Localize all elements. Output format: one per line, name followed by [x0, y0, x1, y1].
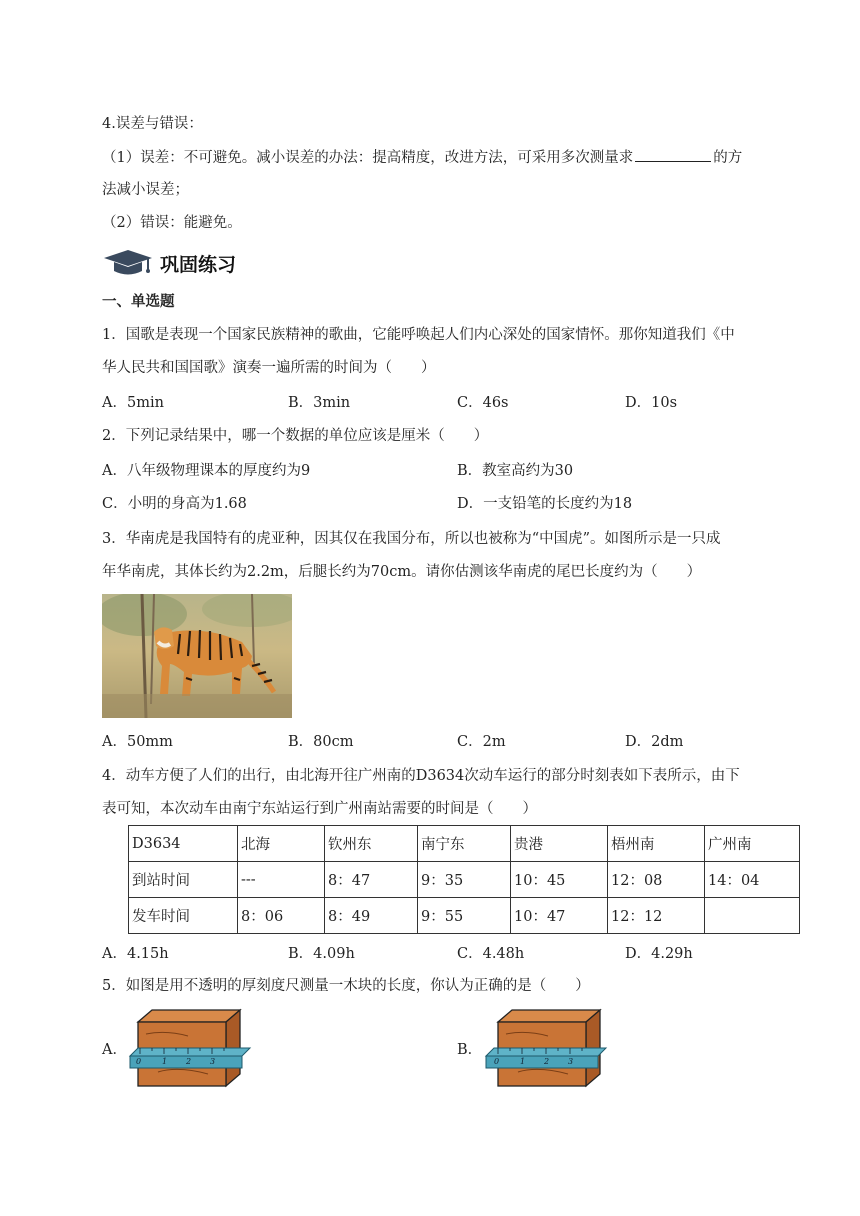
q1-option-d[interactable]: D．10s: [625, 395, 678, 411]
section-title: 巩固练习: [160, 253, 237, 276]
item4-title: 4.误差与错误：: [102, 116, 203, 132]
item4-1-tail: 的方: [713, 150, 743, 166]
q5-option-b-label[interactable]: B．: [457, 1042, 483, 1058]
q4-option-a[interactable]: A．4.15h: [102, 946, 169, 962]
ruler-figure-b[interactable]: [484, 1006, 608, 1090]
table-cell: 14：04: [705, 862, 800, 898]
table-cell: [705, 898, 800, 934]
q2-option-a[interactable]: A．八年级物理课本的厚度约为9: [102, 463, 311, 479]
graduation-cap-icon: [102, 248, 154, 278]
table-cell: 发车时间: [129, 898, 238, 934]
ruler-tick-label: 0: [136, 1057, 142, 1066]
q2-option-c[interactable]: C．小明的身高为1.68: [102, 496, 247, 512]
ruler-tick-label: 2: [186, 1057, 192, 1066]
section-header: [102, 246, 236, 280]
fill-blank[interactable]: [635, 147, 711, 162]
q3-line2: 年华南虎，其体长约为2.2m，后腿长约为70cm。请你估测该华南虎的尾巴长度约为（ ）: [102, 564, 702, 580]
table-cell: 北海: [238, 826, 325, 862]
subsection-title: 一、单选题: [102, 294, 175, 310]
tiger-photo: [102, 594, 292, 718]
q1-option-a[interactable]: A．5min: [102, 395, 164, 411]
q2-option-d[interactable]: D．一支铅笔的长度约为18: [457, 496, 633, 512]
table-cell: 9：55: [418, 898, 511, 934]
q3-option-d[interactable]: D．2dm: [625, 734, 684, 750]
q3-option-c[interactable]: C．2m: [457, 734, 506, 750]
item4-1-text: （1）误差：不可避免。减小误差的办法：提高精度，改进方法，可采用多次测量求: [102, 150, 634, 166]
q4-option-d[interactable]: D．4.29h: [625, 946, 693, 962]
table-row: [129, 898, 800, 934]
q1-line2: 华人民共和国国歌》演奏一遍所需的时间为（ ）: [102, 360, 436, 376]
ruler-tick-label: 3: [568, 1057, 574, 1066]
ruler-tick-label: 1: [520, 1057, 526, 1066]
table-cell: 9：35: [418, 862, 511, 898]
table-cell: 钦州东: [325, 826, 418, 862]
q3-option-b[interactable]: B．80cm: [288, 734, 354, 750]
q1-option-b[interactable]: B．3min: [288, 395, 351, 411]
ruler-tick-label: 2: [544, 1057, 550, 1066]
q1-line1: 1．国歌是表现一个国家民族精神的歌曲，它能呼唤起人们内心深处的国家情怀。那你知道我们《中: [102, 327, 735, 343]
timetable: [128, 825, 800, 934]
table-cell: 广州南: [705, 826, 800, 862]
table-cell: 8：49: [325, 898, 418, 934]
q5-line1: 5．如图是用不透明的厚刻度尺测量一木块的长度，你认为正确的是（ ）: [102, 978, 590, 994]
table-cell: 12：08: [608, 862, 705, 898]
table-cell: 贵港: [511, 826, 608, 862]
q3-option-a[interactable]: A．50mm: [102, 734, 173, 750]
q3-line1: 3．华南虎是我国特有的虎亚种，因其仅在我国分布，所以也被称为“中国虎”。如图所示是一只成: [102, 531, 721, 547]
table-cell: ---: [238, 862, 325, 898]
table-header-row: [129, 826, 800, 862]
table-cell: D3634: [129, 826, 238, 862]
table-cell: 10：47: [511, 898, 608, 934]
item4-1-line: [102, 147, 742, 168]
ruler-tick-label: 1: [162, 1057, 168, 1066]
q4-line2: 表可知，本次动车由南宁东站运行到广州南站需要的时间是（ ）: [102, 801, 537, 817]
table-cell: 8：47: [325, 862, 418, 898]
ruler-tick-label: 0: [494, 1057, 500, 1066]
table-cell: 10：45: [511, 862, 608, 898]
ruler-tick-label: 3: [210, 1057, 216, 1066]
item4-1-continuation: 法减小误差；: [102, 182, 189, 198]
table-cell: 到站时间: [129, 862, 238, 898]
q2-option-b[interactable]: B．教室高约为30: [457, 463, 574, 479]
table-row: [129, 862, 800, 898]
table-cell: 南宁东: [418, 826, 511, 862]
q2-line1: 2．下列记录结果中，哪一个数据的单位应该是厘米（ ）: [102, 428, 489, 444]
item4-2-line: （2）错误：能避免。: [102, 215, 242, 231]
q5-option-a-label[interactable]: A．: [102, 1042, 127, 1058]
q4-line1: 4．动车方便了人们的出行，由北海开往广州南的D3634次动车运行的部分时刻表如下表所示，由下: [102, 768, 740, 784]
ruler-figure-a[interactable]: [128, 1006, 252, 1090]
q4-option-c[interactable]: C．4.48h: [457, 946, 525, 962]
q4-option-b[interactable]: B．4.09h: [288, 946, 355, 962]
table-cell: 12：12: [608, 898, 705, 934]
table-cell: 8：06: [238, 898, 325, 934]
q1-option-c[interactable]: C．46s: [457, 395, 509, 411]
table-cell: 梧州南: [608, 826, 705, 862]
